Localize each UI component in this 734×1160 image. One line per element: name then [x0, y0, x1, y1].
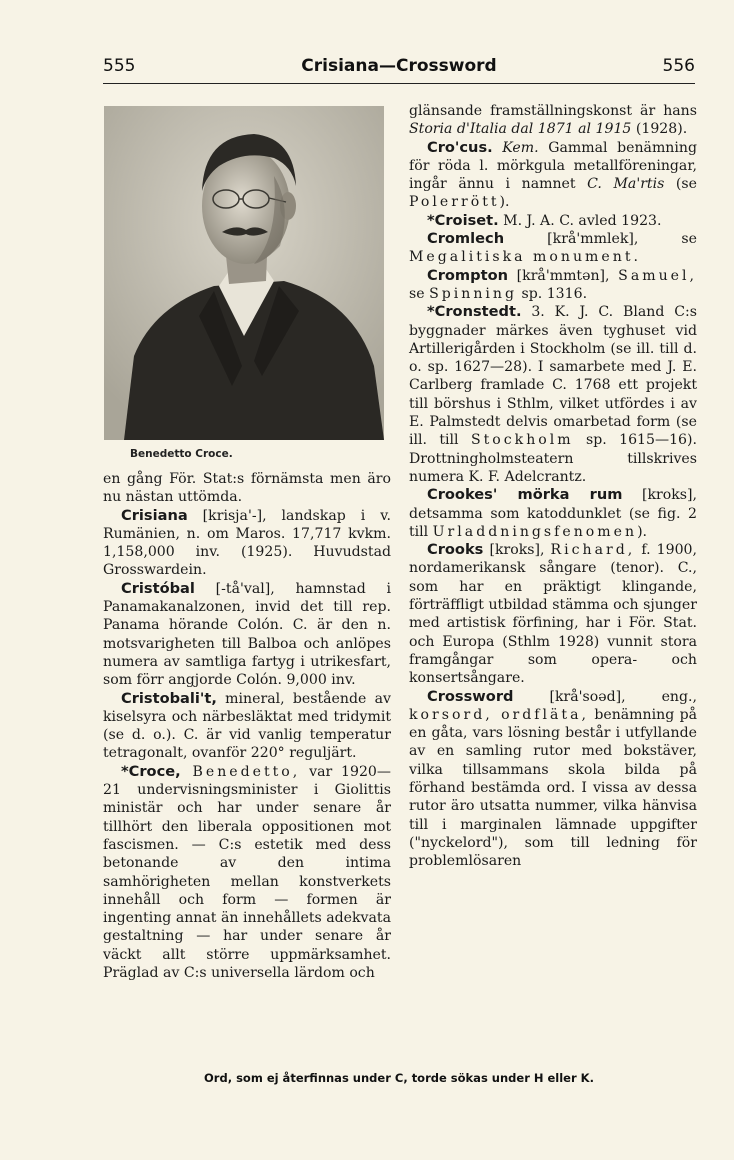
book-title: Storia d'Italia dal 1871 al 1915 — [409, 121, 632, 138]
footer-note: Ord, som ej återfinnas under C, torde sökas under H eller K. — [204, 1071, 594, 1085]
entry-crookes — [409, 486, 697, 541]
headword: Crossword — [427, 687, 514, 705]
running-title: Crisiana—Crossword — [301, 56, 497, 76]
entry-cromlech — [409, 230, 697, 267]
headword: *Croiset. — [427, 211, 499, 229]
text: [kroks], — [483, 542, 551, 559]
headword: Crooks — [427, 541, 484, 559]
portrait-photo — [104, 106, 384, 440]
text: (1928). — [631, 121, 688, 138]
cross-reference: Megalitiska monument. — [409, 249, 641, 266]
right-column — [409, 102, 697, 870]
text: en gång För. Stat:s förnämsta men äro nu nästan uttömda. — [103, 471, 391, 506]
text: [krå'mmlek], se — [504, 231, 697, 248]
headword: Cro'cus. — [427, 138, 493, 156]
text: 3. K. J. C. Bland C:s byggnader märkes även tyghuset vid Artillerigården i Stockholm (se ill. till d. o. sp. 1627—28). I samarbete med J. E. Carlberg framlade C. 1768 ett projekt till börshus i Sthlm, vilket utfördes i av E. Palmstedt delvis omarbetad form (se ill. till — [409, 304, 697, 449]
entry-cronstedt — [409, 303, 697, 486]
cross-reference: Urladdningsfenomen — [432, 523, 638, 540]
page-number-left: 555 — [103, 56, 136, 76]
spaced-terms: korsord, ordfläta, — [409, 706, 589, 723]
text: Gammal benämning för röda l. mörkgula metallföreningar, ingår ännu i namnet — [409, 139, 697, 193]
entry-crossword — [409, 688, 697, 871]
headword: Cristobali't, — [121, 689, 217, 707]
running-header — [103, 56, 695, 86]
italic-term: C. Ma'rtis — [587, 176, 665, 193]
entry-cristobal — [103, 580, 391, 690]
text: ). — [499, 194, 510, 211]
text: sp. 1615—16). Drottningholmsteatern tillskrives numera K. F. Adelcrantz. — [409, 432, 697, 485]
cross-reference: Spinning — [429, 285, 518, 302]
entry-crompton — [409, 267, 697, 304]
headword: *Cronstedt. — [427, 303, 522, 321]
left-column — [103, 470, 391, 982]
header-rule — [103, 83, 695, 84]
text: f. 1900, nordamerikansk sångare (tenor). C., som har en präktigt klingande, förträffligt utbildad stämma och sjunger med artistisk förfining, har i För. Stat. och Europa (Sthlm 1928) vunnit stora framgångar som opera- och konsertsångare. — [409, 542, 697, 687]
spaced-name: Richard, — [550, 542, 636, 559]
entry-crocus — [409, 139, 697, 212]
spaced-name: Samuel, — [618, 267, 697, 284]
cross-reference: Polerrött — [409, 194, 500, 211]
text: [kroks], detsamma som katoddunklet (se fig. 2 till — [409, 487, 697, 540]
portrait-illustration — [104, 106, 384, 440]
text: se — [409, 285, 430, 302]
text: ). — [637, 523, 648, 540]
entry-croiset — [409, 212, 697, 230]
text: [krå'soəd], eng., — [513, 688, 697, 705]
entry-text: [krisja'-], landskap i v. Rumänien, n. om Maros. 17,717 kvkm. 1,158,000 inv. (1925). Huvudstad Grosswardein. — [103, 507, 391, 579]
photo-caption: Benedetto Croce. — [130, 448, 233, 460]
entry-crooks — [409, 541, 697, 687]
entry-text: var 1920—21 undervisningsminister i Giolittis ministär och har under senare år tillhört den liberala oppositionen mot fascismen. — C:s estetik med dess betonande av den intima samhörigheten mellan konstverkets innehåll och form — formen är ingenting annat än innehållets adekvata gestaltning — har under senare år väckt allt större uppmärksamhet. Präglad av C:s universella lärdom och — [103, 763, 391, 982]
text: benämning på en gåta, vars lösning består i utfyllande av en samling rutor med bokstäver, vilka tillsammans skola bilda på förhand bestämda ord. I vissa av dessa rutor äro utsatta nummer, vilka hänvisa till i marginalen lämnade uppgifter ("nyckelord"), som till ledning för problemlösaren — [409, 706, 697, 870]
text: sp. 1316. — [517, 285, 588, 302]
entry-text: M. J. A. C. avled 1923. — [498, 212, 662, 229]
cross-reference: Stockholm — [470, 432, 574, 449]
spaced-name: Benedetto, — [180, 763, 301, 780]
paragraph-continuation — [409, 102, 697, 139]
headword: Cromlech — [427, 230, 505, 248]
headword: Cristóbal — [121, 579, 195, 597]
headword: Crompton — [427, 266, 508, 284]
page-number-right: 556 — [662, 56, 695, 76]
entry-text: mineral, bestående av kiselsyra och närbesläktat med tridymit (se d. o.). C. är vid vanlig temperatur tetragonalt, ovanför 220° reguljärt. — [103, 690, 391, 762]
subject-label: Kem. — [492, 139, 539, 156]
text: (se — [664, 176, 697, 193]
text: glänsande framställningskonst är hans — [409, 103, 697, 119]
headword: Crookes' mörka rum — [427, 486, 623, 504]
headword: *Croce, — [121, 762, 181, 780]
paragraph-continuation — [103, 470, 391, 507]
entry-crisiana — [103, 507, 391, 580]
entry-cristobalit — [103, 690, 391, 763]
entry-text: [-tå'val], hamnstad i Panamakanalzonen, invid det till rep. Panama hörande Colón. C. är den n. motsvarigheten till Balboa och anlöpes numera av samtliga fartyg i utrikesfart, som förr angjorde Colón. 9,000 inv. — [103, 580, 391, 689]
entry-croce — [103, 763, 391, 983]
text: [krå'mmtən], — [507, 267, 619, 284]
headword: Crisiana — [121, 506, 188, 524]
